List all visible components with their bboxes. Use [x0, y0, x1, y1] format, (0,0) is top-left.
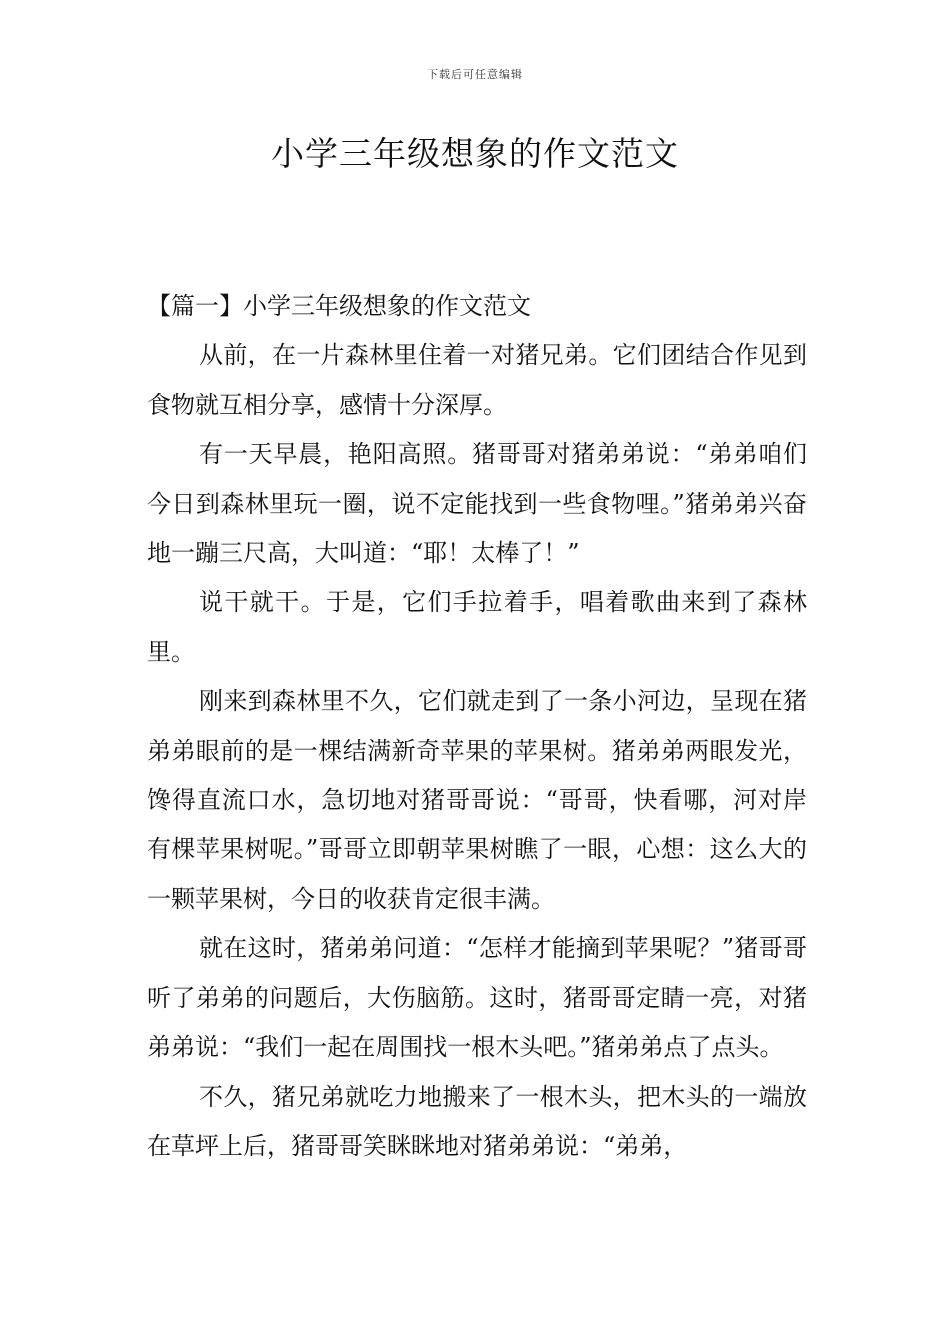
paragraph: 刚来到森林里不久，它们就走到了一条小河边，呈现在猪弟弟眼前的是一棵结满新奇苹果的苹果树。猪弟弟两眼发光，馋得直流口水，急切地对猪哥哥说：“哥哥，快看哪，河对岸有棵苹果树呢。”哥哥立即朝苹果树瞧了一眼，心想：这么大的一颗苹果树，今日的收获肯定很丰满。 [147, 687, 807, 913]
document-title: 小学三年级想象的作文范文 [271, 134, 679, 173]
paragraph: 有一天早晨，艳阳高照。猪哥哥对猪弟弟说：“弟弟咱们今日到森林里玩一圈，说不定能找到一些食物哩。”猪弟弟兴奋地一蹦三尺高，大叫道：“耶！太棒了！” [147, 440, 807, 568]
paragraph: 不久，猪兄弟就吃力地搬来了一根木头，把木头的一端放在草坪上后，猪哥哥笑眯眯地对猪弟弟说：“弟弟， [147, 1082, 807, 1160]
header-note: 下载后可任意编辑 [427, 68, 523, 81]
section-heading: 【篇一】小学三年级想象的作文范文 [147, 292, 531, 320]
document-body [147, 282, 807, 1171]
paragraph: 就在这时，猪弟弟问道：“怎样才能摘到苹果呢？”猪哥哥听了弟弟的问题后，大伤脑筋。这时，猪哥哥定睛一亮，对猪弟弟说：“我们一起在周围找一根木头吧。”猪弟弟点了点头。 [147, 934, 807, 1062]
paragraph: 从前，在一片森林里住着一对猪兄弟。它们团结合作见到食物就互相分享，感情十分深厚。 [147, 341, 807, 419]
paragraph: 说干就干。于是，它们手拉着手，唱着歌曲来到了森林里。 [147, 588, 807, 666]
